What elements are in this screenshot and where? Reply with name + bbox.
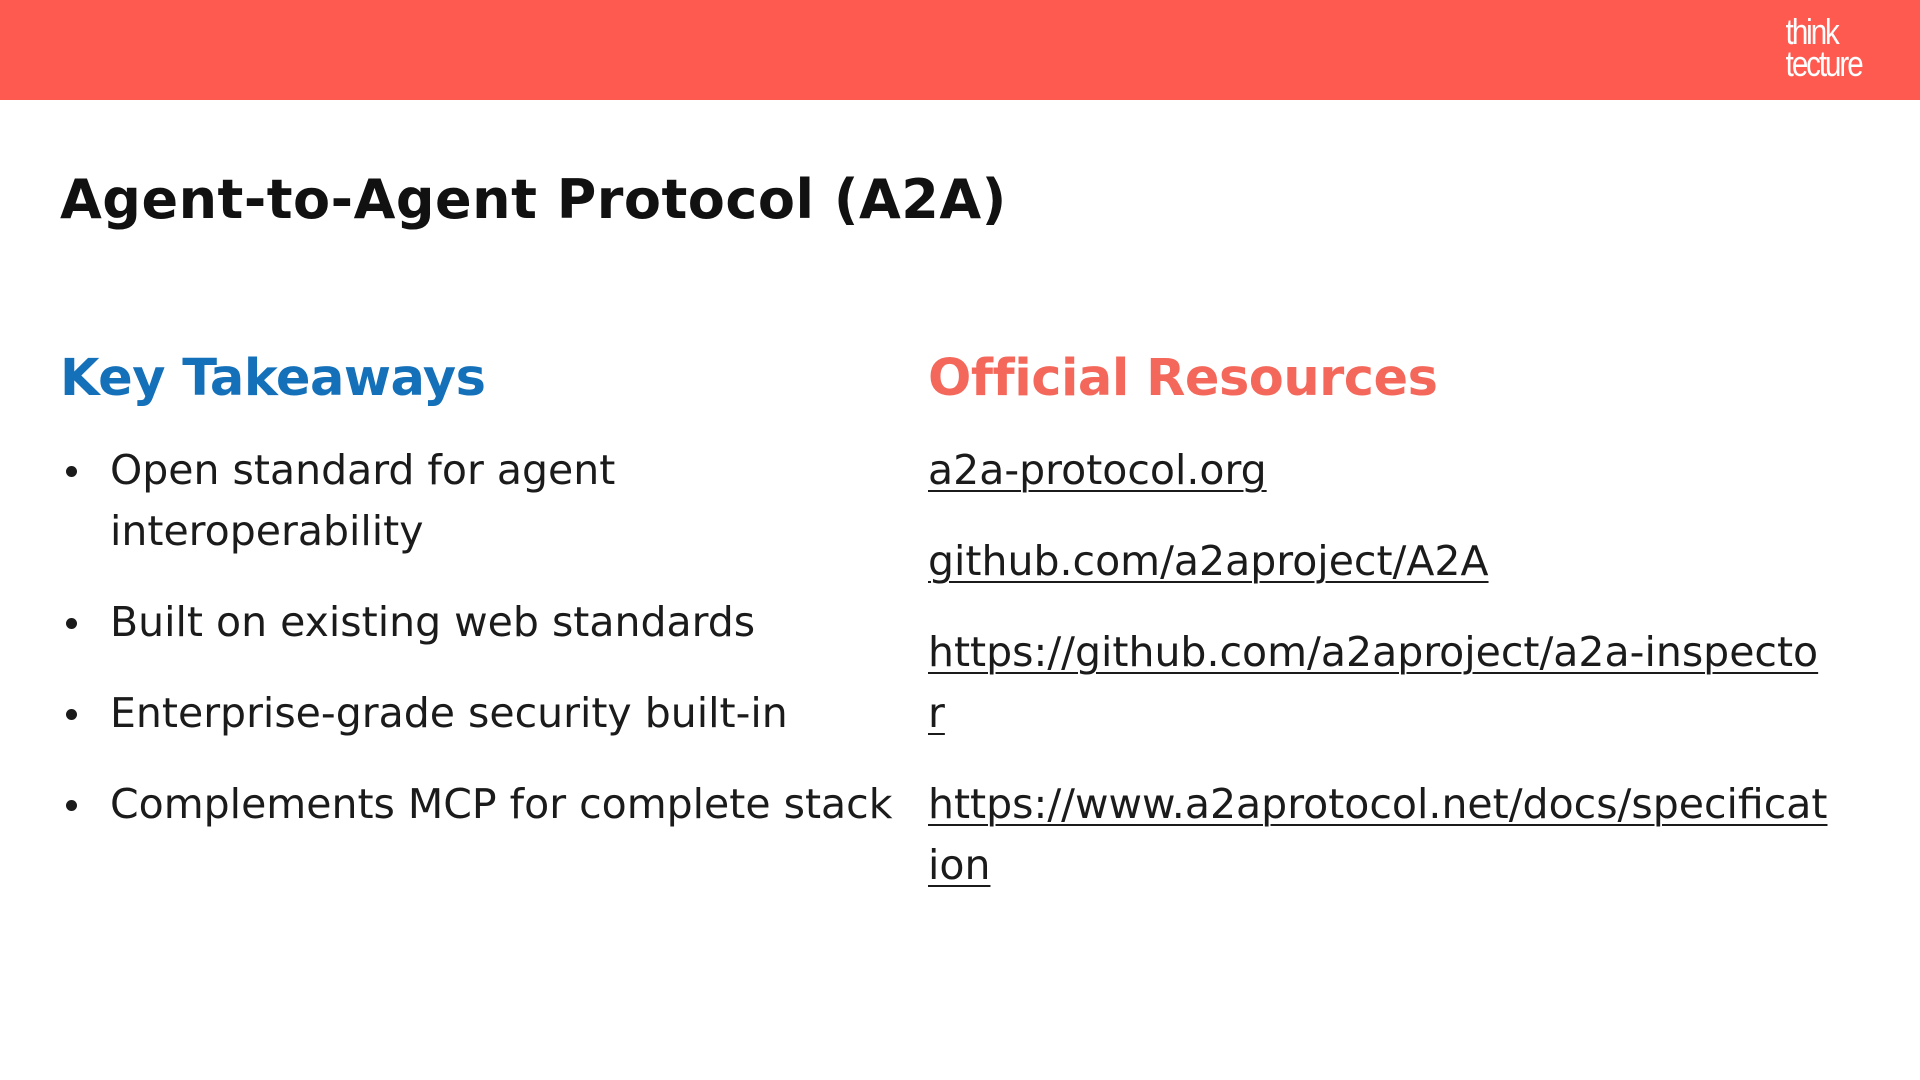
bullet-dot-icon — [66, 618, 77, 629]
link-github-a2a[interactable]: github.com/a2aproject/A2A — [928, 537, 1489, 585]
official-resources-heading: Official Resources — [928, 349, 1438, 408]
list-item — [60, 683, 900, 744]
takeaways-list — [60, 440, 900, 835]
list-item — [60, 774, 900, 835]
link-a2aprotocol-spec[interactable]: https://www.a2aprotocol.net/docs/specification — [928, 780, 1828, 889]
logo-line-1: think — [1786, 11, 1839, 52]
bullet-text: Open standard for agent interoperability — [110, 446, 616, 555]
logo-line-2: tecture — [1786, 43, 1862, 84]
official-resources-column — [928, 340, 1828, 926]
bullet-dot-icon — [66, 800, 77, 811]
bullet-dot-icon — [66, 466, 77, 477]
header-bar — [0, 0, 1920, 100]
link-a2a-inspector[interactable]: https://github.com/a2aproject/a2a-inspector — [928, 628, 1819, 737]
bullet-text: Complements MCP for complete stack — [110, 780, 893, 828]
list-item — [60, 440, 900, 562]
bullet-dot-icon — [66, 709, 77, 720]
key-takeaways-heading: Key Takeaways — [60, 349, 486, 408]
link-a2a-protocol-org[interactable]: a2a-protocol.org — [928, 446, 1267, 494]
thinktecture-logo — [1786, 11, 1862, 84]
key-takeaways-column — [60, 340, 900, 865]
bullet-text: Enterprise-grade security built-in — [110, 689, 788, 737]
list-item — [60, 592, 900, 653]
bullet-text: Built on existing web standards — [110, 598, 756, 646]
slide-title: Agent-to-Agent Protocol (A2A) — [60, 168, 1007, 231]
resource-links — [928, 440, 1828, 896]
